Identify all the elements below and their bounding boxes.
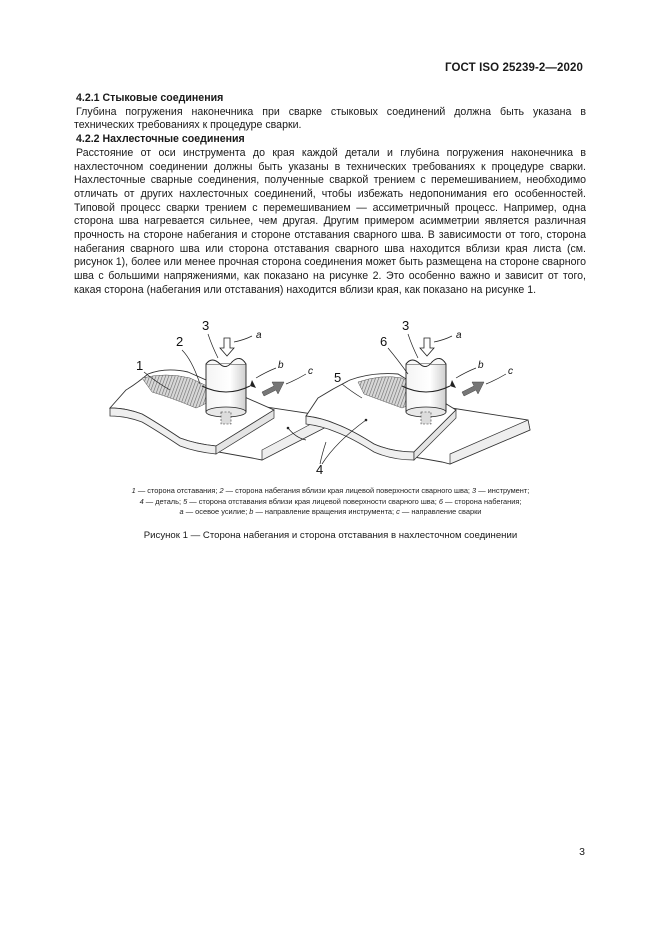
section-body-butt: Глубина погружения наконечника при сварке стыковых соединений должна быть указана в технических требованиях к процедуре сварки. (74, 105, 586, 132)
left-direction-arrow (262, 382, 284, 396)
figure-caption: Рисунок 1 — Сторона набегания и сторона отставания в нахлесточном соединении (143, 530, 518, 541)
left-assembly (110, 334, 328, 460)
right-axial-arrow (420, 338, 434, 356)
label-b-left: b (278, 360, 284, 371)
label-a-left: a (256, 330, 262, 341)
label-a-right: a (456, 330, 462, 341)
section-heading-lap: 4.2.2 Нахлесточные соединения (76, 133, 245, 146)
document-id: ГОСТ ISO 25239-2—2020 (445, 62, 583, 74)
label-b-right: b (478, 360, 484, 371)
section-heading-butt: 4.2.1 Стыковые соединения (76, 92, 224, 104)
right-direction-arrow (462, 382, 484, 396)
label-c-left: c (308, 366, 313, 377)
label-3-right: 3 (402, 318, 410, 333)
label-5: 5 (334, 370, 342, 385)
section-body-lap: Расстояние от оси инструмента до края каждой детали и глубина погружения наконечника в нахлесточном соединении должны быть указаны в технических требованиях к процедуре сварки. Нахлесточные сварные соединения, полученные сваркой трением с перемешиванием, необходимо отличать от других нахлесточных соединений, чтобы избежать недопонимания его особенностей. Типовой процесс сварки трением с перемешиванием — ассиметричный процесс. Например, одна сторона шва нагревается сильнее, чем другая. Другим примером асимметрии является различная прочность на стороне набегания и стороне отставания сварного шва. В зависимости от того, сторона набегания сварного шва или сторона отставания сварного шва находится вблизи края листа (см. рисунок 1), более или менее прочная сторона соединения может быть размещена на стороне сварного шва с большими напряжениями, как показано на рисунке 2. Это особенно важно и зависит от того, какая сторона (набегания или отставания) находится вблизи края, как показано на рисунке 1. (74, 146, 586, 296)
label-3-left: 3 (202, 318, 210, 333)
figure-legend: 1 — сторона отставания; 2 — сторона набегания вблизи края лицевой поверхности сварного шва; 3 — инструмент; 4 — деталь; 5 — сторона отставания вблизи края лицевой поверхности сварного шва; 6 — сторона набегания; а — осевое усилие; b — направление вращения инструмента; с — направление сварки (131, 486, 530, 517)
label-4: 4 (316, 462, 324, 477)
body-text (74, 92, 586, 298)
right-assembly (306, 334, 530, 464)
label-2: 2 (176, 334, 184, 349)
figure-lap-joint (96, 312, 536, 484)
label-6: 6 (380, 334, 388, 349)
label-c-right: c (508, 366, 513, 377)
label-1: 1 (136, 358, 144, 373)
left-axial-arrow (220, 338, 234, 356)
page-number: 3 (579, 846, 585, 858)
